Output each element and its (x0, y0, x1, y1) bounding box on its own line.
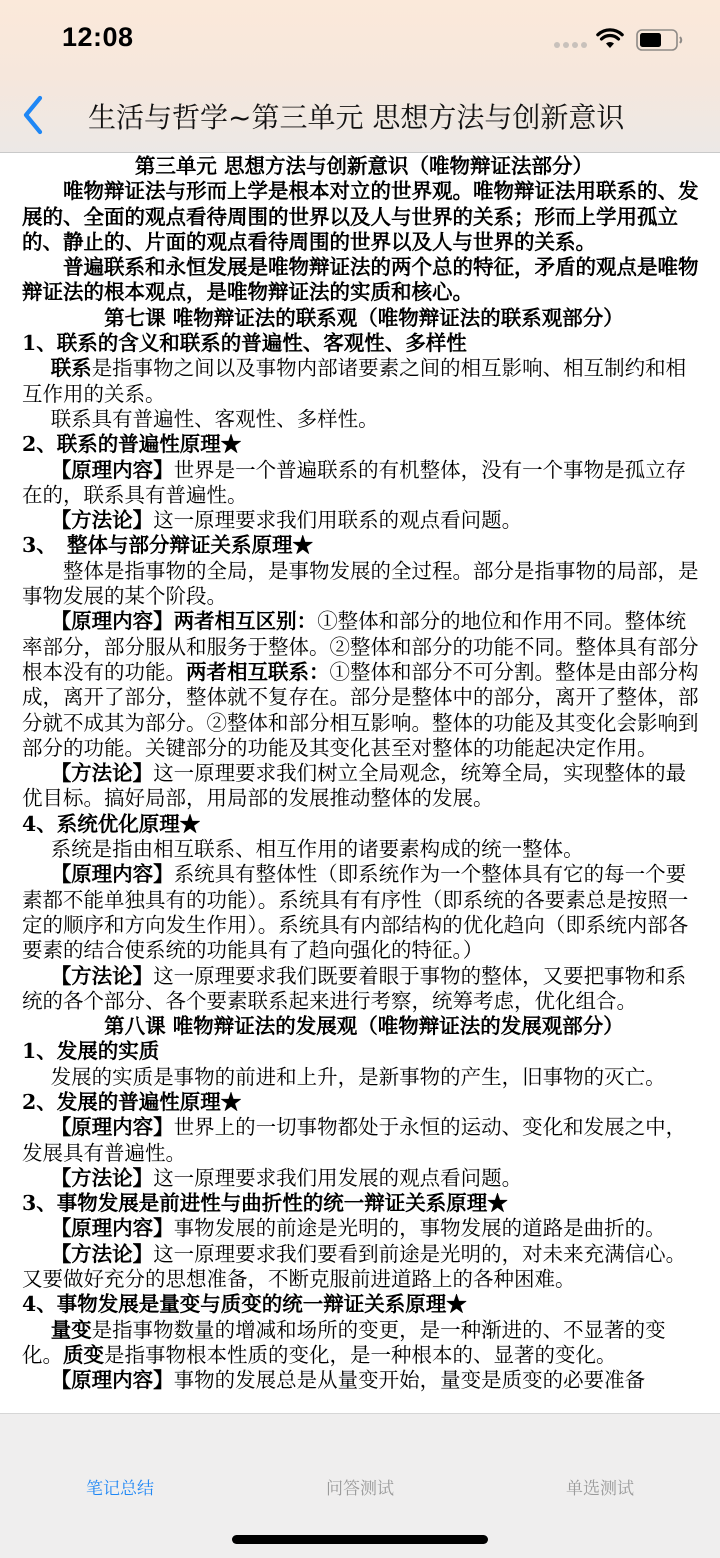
section-heading: 2、发展的普遍性原理★ (22, 1089, 242, 1114)
section-heading: 1、发展的实质 (22, 1039, 160, 1064)
lesson-7-title: 第七课 唯物辩证法的联系观（唯物辩证法的联系观部分） (104, 305, 624, 330)
paragraph (22, 761, 706, 812)
signal-dots-icon (554, 42, 587, 48)
paragraph: 联系具有普遍性、客观性、多样性。 (50, 406, 379, 431)
paragraph: 整体是指事物的全局，是事物发展的全过程。部分是指事物的局部，是事物发展的某个阶段。 (22, 558, 699, 609)
text: ①整体和部分的地位和作用不同。整体统率部分，部分服从和服务于整体。②整体和部分的功能不同。整体具有部分根本没有的功能。 (22, 609, 699, 684)
term: 联系 (50, 356, 92, 381)
text: 事物发展的前途是光明的，事物发展的道路是曲折的。 (173, 1216, 666, 1241)
paragraph (22, 458, 706, 509)
text: 系统具有整体性（即系统作为一个整体具有它的每一个要素都不能单独具有的功能）。系统具有有序性（即系统的各要素总是按照一定的顺序和方向发生作用）。系统具有内部结构的优化趋向（即系统内部各要素的结合使系统的功能具有了趋向强化的特征。） (22, 862, 689, 963)
unit-title: 第三单元 思想方法与创新意识（唯物辩证法部分） (134, 154, 594, 178)
status-time: 12:08 (62, 22, 134, 52)
section-heading: 3、 整体与部分辩证关系原理★ (22, 533, 314, 558)
tab-qa-test[interactable]: 问答测试 (326, 1479, 394, 1499)
term: 质变 (63, 1342, 104, 1367)
paragraph (22, 356, 706, 407)
text: 这一原理要求我们用发展的观点看问题。 (153, 1165, 523, 1190)
paragraph (22, 1166, 706, 1191)
text: 这一原理要求我们树立全局观念，统筹全局，实现整体的最优目标。搞好局部，用局部的发展推动整体的发展。 (22, 761, 687, 811)
label: 【原理内容】 (50, 457, 174, 482)
label: 【方法论】 (50, 1165, 154, 1190)
text: 是指事物之间以及事物内部诸要素之间的相互影响、相互制约和相互作用的关系。 (22, 356, 687, 406)
paragraph (22, 1242, 706, 1293)
label: 【原理内容】 (50, 1368, 174, 1393)
term: 量变 (50, 1317, 92, 1342)
label: 【原理内容】 (50, 1115, 174, 1140)
text: ①整体和部分不可分割。整体是由部分构成，离开了部分，整体就不复存在。部分是整体中的部分，离开了整体，部分就不成其为部分。②整体和部分相互影响。整体的功能及其变化会影响到部分的功能。关键部分的功能及其变化甚至对整体的功能起决定作用。 (22, 659, 699, 760)
paragraph (22, 1318, 706, 1369)
text: 是指事物根本性质的变化，是一种根本的、显著的变化。 (104, 1342, 617, 1367)
section-heading: 1、联系的含义和联系的普遍性、客观性、多样性 (22, 331, 467, 356)
wifi-icon (596, 28, 624, 50)
text: 这一原理要求我们要看到前途是光明的，对未来充满信心。又要做好充分的思想准备，不断克服前进道路上的各种困难。 (22, 1241, 687, 1292)
header-bar (0, 0, 720, 153)
section-heading: 2、联系的普遍性原理★ (22, 432, 242, 457)
section-heading: 4、系统优化原理★ (22, 811, 201, 836)
label: 【方法论】 (50, 1241, 154, 1266)
paragraph (22, 862, 706, 963)
paragraph (22, 508, 706, 533)
label: 【原理内容】 (50, 862, 174, 887)
paragraph (22, 1115, 706, 1166)
paragraph (22, 609, 706, 761)
label: 【方法论】 (50, 761, 154, 786)
label: 两者相互区别： (173, 609, 318, 634)
tab-single-choice-test[interactable]: 单选测试 (566, 1479, 634, 1499)
paragraph (22, 1216, 706, 1241)
paragraph (22, 964, 706, 1015)
label: 【方法论】 (50, 508, 154, 533)
label: 【原理内容】 (50, 609, 174, 634)
tab-notes-summary[interactable]: 笔记总结 (86, 1479, 154, 1499)
section-heading: 4、事物发展是量变与质变的统一辩证关系原理★ (22, 1292, 467, 1317)
notes-content[interactable] (0, 154, 720, 1413)
text: 这一原理要求我们既要着眼于事物的整体，又要把事物和系统的各个部分、各个要素联系起来进行考察，统筹考虑，优化组合。 (22, 963, 687, 1013)
battery-icon (636, 29, 684, 51)
page-title: 生活与哲学~第三单元 思想方法与创新意识 (88, 101, 625, 134)
paragraph: 发展的实质是事物的前进和上升，是新事物的产生，旧事物的灭亡。 (50, 1064, 666, 1089)
paragraph: 系统是指由相互联系、相互作用的诸要素构成的统一整体。 (50, 837, 584, 862)
label: 【方法论】 (50, 963, 154, 988)
text: 事物的发展总是从量变开始，量变是质变的必要准备 (173, 1368, 646, 1393)
text: 这一原理要求我们用联系的观点看问题。 (153, 508, 523, 533)
back-chevron-icon[interactable] (18, 95, 48, 135)
intro-paragraph-1: 唯物辩证法与形而上学是根本对立的世界观。唯物辩证法用联系的、发展的、全面的观点看待周围的世界以及人与世界的关系；形而上学用孤立的、静止的、片面的观点看待周围的世界以及人与世界的关系。 (22, 179, 699, 254)
intro-paragraph-2: 普遍联系和永恒发展是唯物辩证法的两个总的特征，矛盾的观点是唯物辩证法的根本观点，是唯物辩证法的实质和核心。 (22, 255, 699, 305)
lesson-8-title: 第八课 唯物辩证法的发展观（唯物辩证法的发展观部分） (104, 1014, 624, 1039)
home-indicator[interactable] (232, 1535, 488, 1544)
section-heading: 3、事物发展是前进性与曲折性的统一辩证关系原理★ (22, 1191, 508, 1216)
text: 是指事物数量的增减和场所的变更，是一种渐进的、不显著的变化。 (22, 1317, 666, 1367)
text: 世界是一个普遍联系的有机整体，没有一个事物是孤立存在的，联系具有普遍性。 (22, 457, 687, 507)
paragraph (22, 1368, 706, 1393)
label: 两者相互联系： (186, 659, 330, 684)
label: 【原理内容】 (50, 1216, 174, 1241)
text: 世界上的一切事物都处于永恒的运动、变化和发展之中，发展具有普遍性。 (22, 1115, 687, 1165)
